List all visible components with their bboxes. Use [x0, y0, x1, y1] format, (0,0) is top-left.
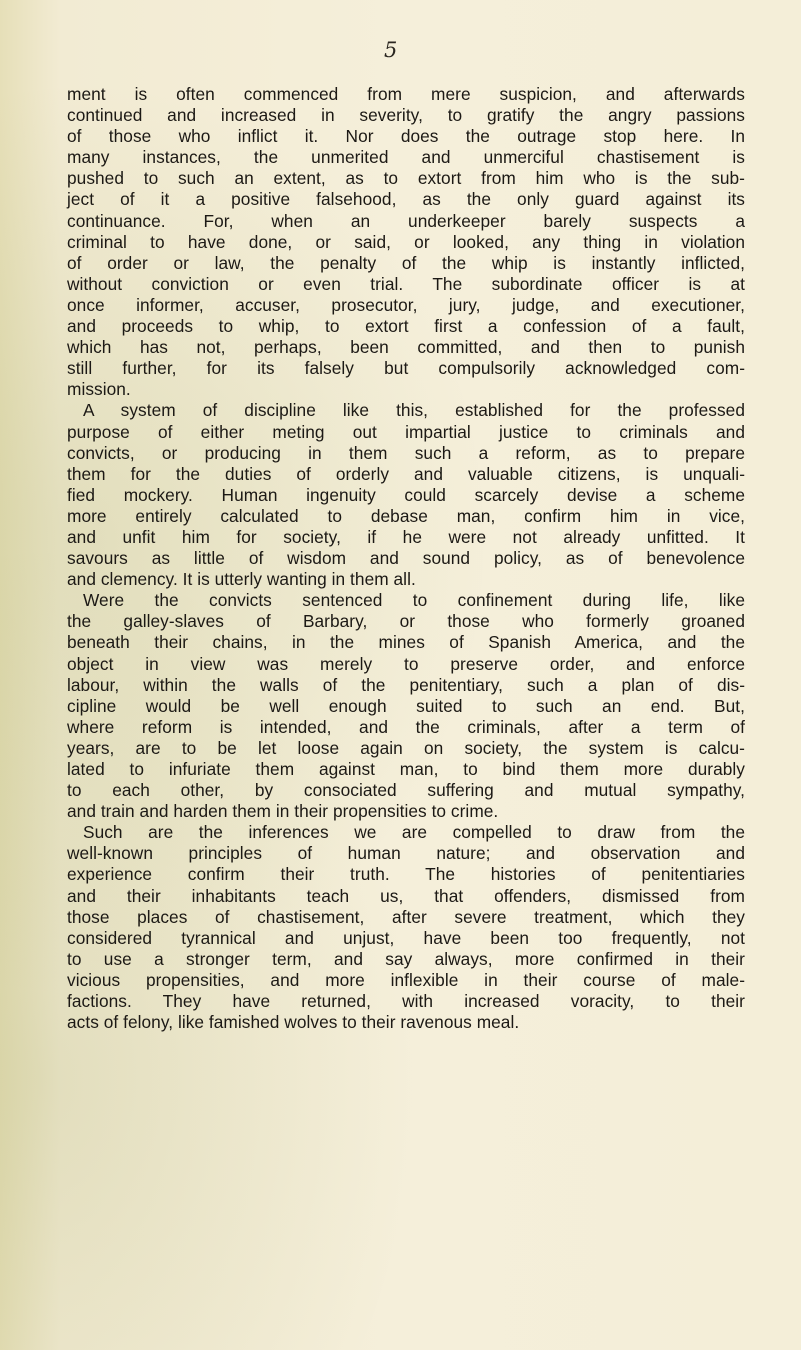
text-line: fied mockery. Human ingenuity could scarcely devise a scheme	[67, 484, 745, 505]
text-line: to each other, by consociated suffering and mutual sympathy,	[67, 780, 745, 801]
text-line: considered tyrannical and unjust, have been too frequently, not	[67, 927, 745, 948]
text-line: pushed to such an extent, as to extort from him who is the sub-	[67, 168, 745, 189]
text-line: Were the convicts sentenced to confinement during life, like	[83, 590, 745, 611]
body-text	[67, 84, 745, 1033]
text-line: experience confirm their truth. The histories of penitentiaries	[67, 864, 745, 885]
text-line: to use a stronger term, and say always, more confirmed in their	[67, 948, 745, 969]
text-line: them for the duties of orderly and valuable citizens, is unquali-	[67, 463, 745, 484]
text-line: and train and harden them in their propensities to crime.	[67, 801, 499, 822]
text-line: and clemency. It is utterly wanting in them all.	[67, 569, 416, 590]
text-line: beneath their chains, in the mines of Spanish America, and the	[67, 632, 745, 653]
text-line: savours as little of wisdom and sound policy, as of benevolence	[67, 548, 745, 569]
text-line: those places of chastisement, after severe treatment, which they	[67, 906, 745, 927]
text-line: and proceeds to whip, to extort first a confession of a fault,	[67, 316, 745, 337]
text-line: once informer, accuser, prosecutor, jury, judge, and executioner,	[67, 294, 745, 315]
text-line: purpose of either meting out impartial justice to criminals and	[67, 421, 745, 442]
text-line: convicts, or producing in them such a reform, as to prepare	[67, 442, 745, 463]
text-line: more entirely calculated to debase man, confirm him in vice,	[67, 505, 745, 526]
text-line: which has not, perhaps, been committed, and then to punish	[67, 337, 745, 358]
text-line: and unfit him for society, if he were not already unfitted. It	[67, 526, 745, 547]
text-line: still further, for its falsely but compulsorily acknowledged com-	[67, 358, 745, 379]
text-line: ject of it a positive falsehood, as the only guard against its	[67, 189, 745, 210]
paragraph	[67, 400, 745, 590]
text-line: factions. They have returned, with increased voracity, to their	[67, 991, 745, 1012]
text-line: the galley-slaves of Barbary, or those who formerly groaned	[67, 611, 745, 632]
page-number: 5	[384, 38, 398, 62]
text-line: where reform is intended, and the criminals, after a term of	[67, 716, 745, 737]
text-line: of those who inflict it. Nor does the outrage stop here. In	[67, 126, 745, 147]
text-line: acts of felony, like famished wolves to their ravenous meal.	[67, 1012, 520, 1033]
text-line: Such are the inferences we are compelled to draw from the	[83, 822, 745, 843]
text-line: many instances, the unmerited and unmerciful chastisement is	[67, 147, 745, 168]
text-line: and their inhabitants teach us, that offenders, dismissed from	[67, 885, 745, 906]
text-line: ment is often commenced from mere suspicion, and afterwards	[67, 84, 745, 104]
paragraph	[67, 590, 745, 822]
text-line: vicious propensities, and more inflexible in their course of male-	[67, 969, 745, 990]
text-line: continued and increased in severity, to gratify the angry passions	[67, 105, 745, 126]
text-line: continuance. For, when an underkeeper barely suspects a	[67, 210, 745, 231]
text-line: mission.	[67, 379, 131, 400]
text-line: years, are to be let loose again on society, the system is calcu-	[67, 737, 745, 758]
text-line: lated to infuriate them against man, to bind them more durably	[67, 759, 745, 779]
text-line: A system of discipline like this, established for the professed	[83, 400, 745, 421]
text-line: without conviction or even trial. The subordinate officer is at	[67, 273, 745, 294]
text-line: well-known principles of human nature; and observation and	[67, 843, 745, 864]
paragraph	[67, 822, 745, 1033]
text-line: labour, within the walls of the penitentiary, such a plan of dis-	[67, 674, 745, 695]
paragraph	[67, 84, 745, 400]
text-line: object in view was merely to preserve order, and enforce	[67, 653, 745, 674]
text-line: cipline would be well enough suited to such an end. But,	[67, 695, 745, 716]
text-line: criminal to have done, or said, or looked, any thing in violation	[67, 231, 745, 252]
text-line: of order or law, the penalty of the whip is instantly inflicted,	[67, 252, 745, 273]
